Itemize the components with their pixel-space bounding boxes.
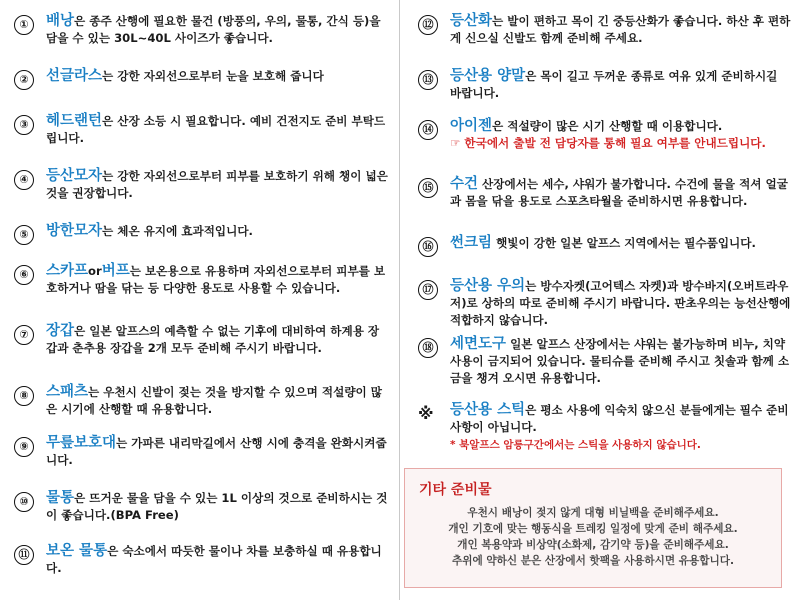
item-number: ⑨: [14, 437, 34, 457]
item-number: ⑭: [418, 120, 438, 140]
item-keyword: 보온 물통: [46, 543, 108, 559]
reference-mark: ※: [418, 404, 434, 423]
item-number: ③: [14, 115, 34, 135]
item-description: 는 체온 유지에 효과적입니다.: [102, 224, 253, 238]
misc-supplies-box: [404, 468, 782, 588]
item-description: 일본 알프스 산장에서는 샤워는 불가능하며 비누, 치약 사용이 금지되어 있습니다. 물티슈를 준비해 주시고 칫솔과 함께 소금을 챙겨 오시면 유용합니다.: [450, 337, 790, 385]
item-keyword: 수건: [450, 176, 479, 192]
item-number: ⑤: [14, 225, 34, 245]
item-keyword: 장갑: [46, 323, 75, 339]
item-keyword: 선글라스: [46, 68, 103, 84]
item-description: 햇빛이 강한 일본 알프스 지역에서는 필수품입니다.: [492, 236, 756, 250]
item-keyword: 배낭: [46, 13, 75, 29]
item-number: ⑦: [14, 325, 34, 345]
item-keyword: 등산모자: [46, 168, 103, 184]
item-description: 는 우천시 신발이 젖는 것을 방지할 수 있으며 적설량이 많은 시기에 산행할 때 유용합니다.: [46, 385, 382, 416]
item-keyword: 방한모자: [46, 223, 103, 239]
item-number: ⑯: [418, 237, 438, 257]
box-line: 개인 복용약과 비상약(소화제, 감기약 등)을 준비해주세요.: [457, 539, 729, 551]
item-description: 는 가파른 내리막길에서 산행 시에 충격을 완화시켜줍니다.: [46, 436, 387, 467]
item-description: 산장에서는 세수, 샤워가 불가합니다. 수건에 물을 적셔 얼굴과 몸을 닦을 용도로 스포츠타월을 준비하시면 유용합니다.: [450, 177, 788, 208]
item-number: ④: [14, 170, 34, 190]
box-title: 기타 준비물: [419, 482, 492, 498]
item-keyword: 버프: [101, 263, 130, 279]
item-number: ⑮: [418, 178, 438, 198]
item-keyword: 등산용 스틱: [450, 402, 526, 418]
box-line: 개인 기호에 맞는 행동식을 트레킹 일정에 맞게 준비 해주세요.: [448, 523, 738, 535]
item-keyword: 세면도구: [450, 336, 507, 352]
item-number: ⑰: [418, 280, 438, 300]
item-description: 은 종주 산행에 필요한 물건 (방풍의, 우의, 물통, 간식 등)을 담을 수 있는 30L~40L 사이즈가 좋습니다.: [46, 14, 381, 45]
item-number: ⑫: [418, 15, 438, 35]
item-keyword: 스카프: [46, 263, 89, 279]
item-description: 는 강한 자외선으로부터 눈을 보호해 줍니다: [102, 69, 324, 83]
item-description: 는 보온용으로 유용하며 자외선으로부터 피부를 보호하거나 땀을 닦는 등 다양한 용도로 사용할 수 있습니다.: [46, 264, 386, 295]
item-description: 는 강한 자외선으로부터 피부를 보호하기 위해 챙이 넓은 것을 권장합니다.: [46, 169, 388, 200]
item-description: 은 숙소에서 따듯한 물이나 차를 보충하실 때 유용합니다.: [46, 544, 382, 575]
item-keyword: 헤드랜턴: [46, 113, 103, 129]
item-description: 은 산장 소등 시 필요합니다. 예비 건전지도 준비 부탁드립니다.: [46, 114, 386, 145]
column-divider: [399, 0, 400, 600]
box-lines: [405, 505, 781, 569]
item-number: ⑬: [418, 70, 438, 90]
item-keyword: 등산화: [450, 13, 493, 29]
item-keyword: 썬크림: [450, 235, 493, 251]
item-keyword: 물통: [46, 490, 75, 506]
item-keyword: 등산용 양말: [450, 68, 526, 84]
item-keyword: 스패츠: [46, 384, 89, 400]
item-warning: ☞ 한국에서 출발 전 담당자를 통해 필요 여부를 안내드립니다.: [450, 136, 766, 150]
item-description: 은 평소 사용에 익숙치 않으신 분들에게는 필수 준비사항이 아닙니다.: [450, 403, 789, 434]
item-description: 은 목이 길고 두꺼운 종류로 여유 있게 준비하시길 바랍니다.: [450, 69, 778, 100]
item-keyword-connector: or: [88, 264, 102, 278]
item-warning: * 북알프스 암릉구간에서는 스틱을 사용하지 않습니다.: [450, 439, 701, 451]
item-description: 는 발이 편하고 목이 긴 중등산화가 좋습니다. 하산 후 편하게 신으실 신발도 함께 준비해 주세요.: [450, 14, 791, 45]
box-line: 추위에 약하신 분은 산장에서 핫팩을 사용하시면 유용합니다.: [452, 555, 734, 567]
item-number: ⑱: [418, 338, 438, 358]
item-description: 은 적설량이 많은 시기 산행할 때 이용합니다.: [492, 119, 723, 133]
item-keyword: 아이젠: [450, 118, 493, 134]
item-number: ⑥: [14, 265, 34, 285]
box-line: 우천시 배낭이 젖지 않게 대형 비닐백을 준비해주세요.: [467, 507, 719, 519]
item-number: ⑧: [14, 386, 34, 406]
item-number: ⑪: [14, 545, 34, 565]
item-description: 은 뜨거운 물을 담을 수 있는 1L 이상의 것으로 준비하시는 것이 좋습니다.(BPA Free): [46, 491, 388, 522]
item-description: 는 방수자켓(고어텍스 자켓)과 방수바지(오버트라우저)로 상하의 따로 준비해 주시기 바랍니다. 판초우의는 능선산행에 적합하지 않습니다.: [450, 279, 791, 327]
item-number: ①: [14, 15, 34, 35]
item-number: ②: [14, 70, 34, 90]
item-description: 은 일본 알프스의 예측할 수 없는 기후에 대비하여 하계용 장갑과 춘추용 장갑을 2개 모두 준비해 주시기 바랍니다.: [46, 324, 380, 355]
item-keyword: 무릎보호대: [46, 435, 117, 451]
item-keyword: 등산용 우의: [450, 278, 526, 294]
item-number: ⑩: [14, 492, 34, 512]
